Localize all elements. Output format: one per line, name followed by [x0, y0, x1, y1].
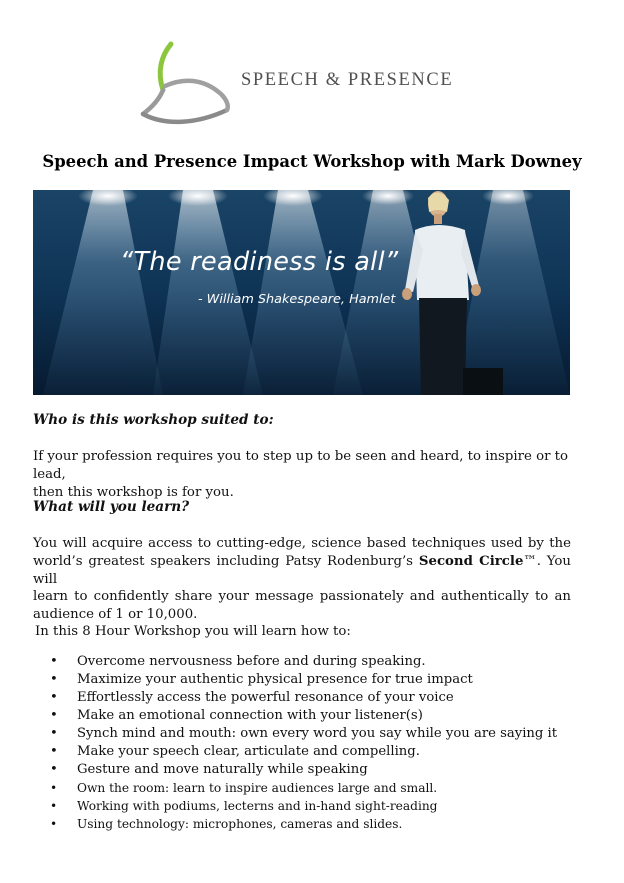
list-item	[50, 743, 557, 761]
banner-attribution: - William Shakespeare, Hamlet	[198, 292, 396, 307]
section-paragraph-learn	[33, 535, 571, 624]
banner-quote: “The readiness is all”	[120, 247, 399, 277]
paragraph-text: world’s greatest speakers including Patsy Rodenburg’s	[33, 553, 414, 569]
brand-name: SPEECH & PRESENCE	[241, 70, 454, 90]
list-item	[50, 653, 557, 671]
list-item-text: Own the room: learn to inspire audiences large and small.	[77, 781, 438, 795]
list-item-text: Effortlessly access the powerful resonance of your voice	[77, 690, 454, 705]
section-paragraph-suited	[33, 448, 571, 501]
list-item	[50, 671, 557, 689]
bullet-icon: •	[50, 817, 58, 831]
paragraph-line: then this workshop is for you.	[33, 484, 234, 500]
list-item-text: Using technology: microphones, cameras and slides.	[77, 817, 403, 831]
bullet-icon: •	[50, 762, 58, 777]
list-item-text: Synch mind and mouth: own every word you say while you are saying it	[77, 726, 558, 741]
list-item	[50, 797, 557, 815]
page-title: Speech and Presence Impact Workshop with Mark Downey	[42, 152, 582, 171]
paragraph-line	[33, 553, 571, 589]
paragraph-line: learn to confidently share your message passionately and authentically to an	[33, 589, 571, 605]
paragraph-text: ™. You will	[33, 553, 571, 587]
list-item	[50, 725, 557, 743]
list-item	[50, 707, 557, 725]
list-item	[50, 689, 557, 707]
list-item-text: Maximize your authentic physical presence for true impact	[77, 672, 473, 687]
list-item	[50, 779, 557, 797]
paragraph-line: audience of 1 or 10,000.	[33, 607, 198, 623]
section-heading-suited: Who is this workshop suited to:	[33, 412, 274, 428]
bullet-icon: •	[50, 672, 58, 687]
list-item	[50, 761, 557, 779]
bullet-icon: •	[50, 781, 58, 795]
list-item-text: Gesture and move naturally while speaking	[77, 762, 368, 777]
bullets-intro: In this 8 Hour Workshop you will learn how to:	[35, 624, 351, 639]
paragraph-line: If your profession requires you to step up to be seen and heard, to inspire or to lead,	[33, 449, 569, 482]
bullet-icon: •	[50, 799, 58, 813]
bullet-icon: •	[50, 708, 58, 723]
list-item-text: Working with podiums, lecterns and in-hand sight-reading	[77, 799, 438, 813]
logo-icon	[135, 38, 233, 126]
bullet-icon: •	[50, 654, 58, 669]
second-circle-term: Second Circle	[418, 553, 524, 569]
paragraph-line: You will acquire access to cutting-edge, science based techniques used by the	[33, 536, 571, 551]
list-item-text: Overcome nervousness before and during speaking.	[77, 654, 426, 669]
learning-outcomes-list	[50, 653, 557, 833]
bullet-icon: •	[50, 690, 58, 705]
list-item	[50, 815, 557, 833]
bullet-icon: •	[50, 726, 58, 741]
bullet-icon: •	[50, 744, 58, 759]
section-heading-learn: What will you learn?	[33, 499, 190, 515]
banner-image	[33, 190, 570, 395]
list-item-text: Make your speech clear, articulate and compelling.	[77, 744, 420, 759]
list-item-text: Make an emotional connection with your listener(s)	[77, 708, 423, 723]
